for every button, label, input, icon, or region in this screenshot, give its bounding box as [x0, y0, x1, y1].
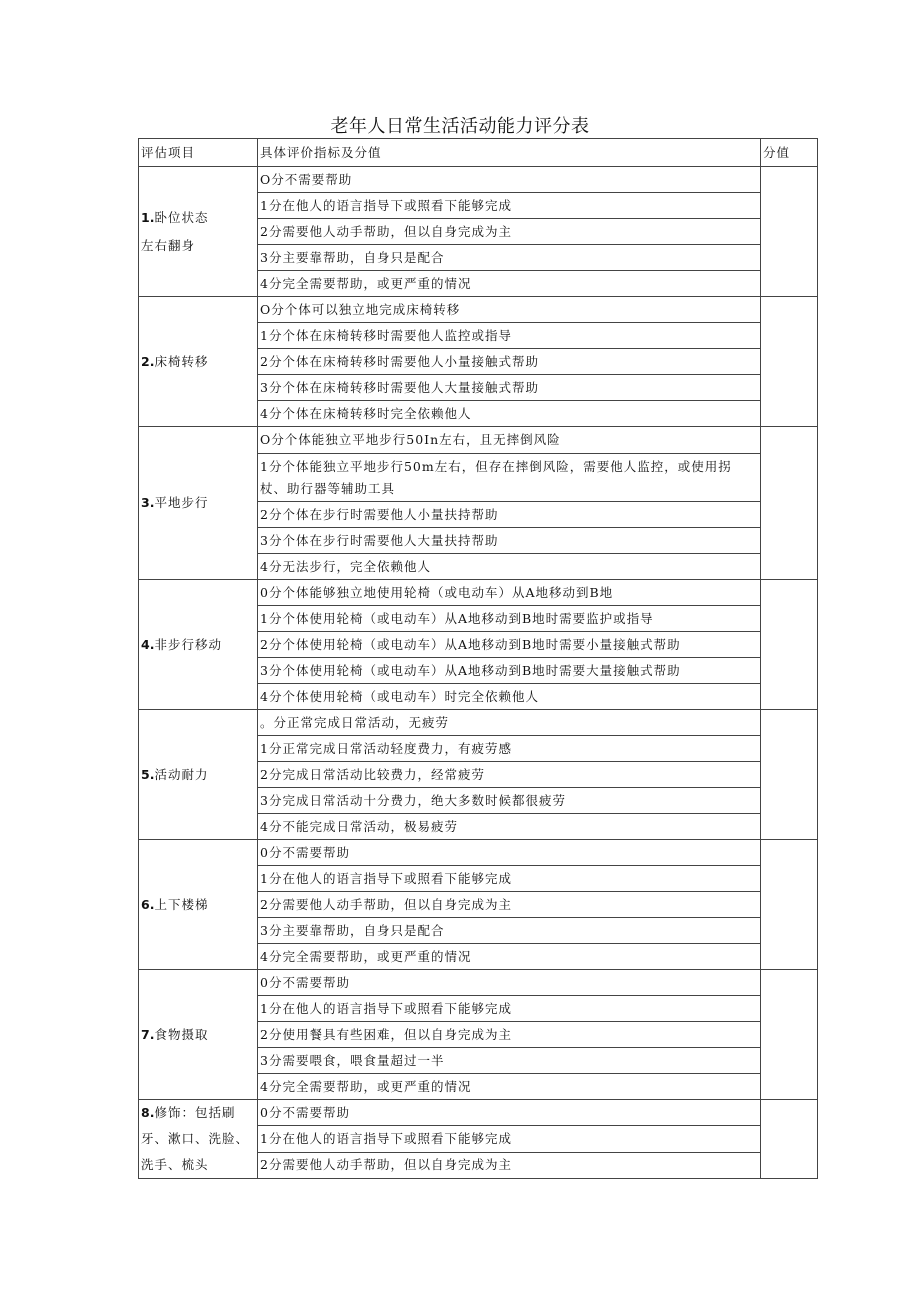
criteria-cell: 2分个体在床椅转移时需要他人小量接触式帮助 — [258, 349, 761, 375]
criteria-cell: 2分使用餐具有些困难，但以自身完成为主 — [258, 1022, 761, 1048]
item-number: 6. — [141, 896, 155, 912]
criteria-cell: 0分不需要帮助 — [258, 840, 761, 866]
item-number: 4. — [141, 636, 155, 652]
item-number: 5. — [141, 766, 155, 782]
table-row — [139, 297, 818, 323]
score-cell-6[interactable] — [761, 840, 818, 970]
item-number: 1. — [141, 209, 155, 225]
criteria-cell: 3分需要喂食，喂食量超过一半 — [258, 1048, 761, 1074]
item-cell-4 — [139, 580, 258, 710]
criteria-cell: 1分在他人的语言指导下或照看下能够完成 — [258, 193, 761, 219]
criteria-cell: 1分个体使用轮椅（或电动车）从A地移动到B地时需要监护或指导 — [258, 606, 761, 632]
criteria-cell: O分个体可以独立地完成床椅转移 — [258, 297, 761, 323]
criteria-cell: 4分不能完成日常活动，极易疲劳 — [258, 814, 761, 840]
item-name-line2: 左右翻身 — [141, 237, 196, 253]
criteria-cell: 2分需要他人动手帮助，但以自身完成为主 — [258, 892, 761, 918]
header-criteria: 具体评价指标及分值 — [258, 139, 761, 167]
item-number: 3. — [141, 495, 155, 510]
item-name: 平地步行 — [154, 495, 209, 510]
criteria-cell: 4分个体在床椅转移时完全依赖他人 — [258, 401, 761, 427]
criteria-cell: 3分完成日常活动十分费力，绝大多数时候都很疲劳 — [258, 788, 761, 814]
criteria-cell: 1分在他人的语言指导下或照看下能够完成 — [258, 996, 761, 1022]
item-name: 活动耐力 — [154, 766, 209, 782]
table-row — [139, 167, 818, 193]
table-row — [139, 710, 818, 736]
criteria-cell: 4分完全需要帮助，或更严重的情况 — [258, 944, 761, 970]
criteria-cell: 2分需要他人动手帮助，但以自身完成为主 — [258, 1152, 761, 1178]
item-cell-8 — [139, 1100, 258, 1179]
item-number: 8. — [141, 1105, 155, 1120]
score-cell-1[interactable] — [761, 167, 818, 297]
table-row — [139, 840, 818, 866]
item-cell-6 — [139, 840, 258, 970]
score-cell-4[interactable] — [761, 580, 818, 710]
criteria-cell: 1分个体在床椅转移时需要他人监控或指导 — [258, 323, 761, 349]
item-name: 上下楼梯 — [154, 896, 209, 912]
item-cell-7 — [139, 970, 258, 1100]
criteria-cell: 1分正常完成日常活动轻度费力，有疲劳感 — [258, 736, 761, 762]
score-table — [138, 138, 818, 1179]
table-row — [139, 1100, 818, 1126]
item-number: 2. — [141, 353, 155, 369]
criteria-cell: 。分正常完成日常活动，无疲劳 — [258, 710, 761, 736]
score-cell-2[interactable] — [761, 297, 818, 427]
item-name: 卧位状态 — [154, 209, 209, 225]
item-number: 7. — [141, 1026, 155, 1042]
score-cell-5[interactable] — [761, 710, 818, 840]
criteria-cell: 1分在他人的语言指导下或照看下能够完成 — [258, 866, 761, 892]
criteria-cell: 3分主要靠帮助，自身只是配合 — [258, 918, 761, 944]
criteria-cell: O分个体能独立平地步行50In左右，且无摔倒风险 — [258, 427, 761, 454]
score-cell-8[interactable] — [761, 1100, 818, 1179]
header-score: 分值 — [761, 139, 818, 167]
table-row — [139, 970, 818, 996]
criteria-cell: 3分个体在步行时需要他人大量扶持帮助 — [258, 528, 761, 554]
criteria-cell: 0分不需要帮助 — [258, 970, 761, 996]
page-title: 老年人日常生活活动能力评分表 — [330, 116, 590, 137]
header-item: 评估项目 — [139, 139, 258, 167]
criteria-cell: O分不需要帮助 — [258, 167, 761, 193]
criteria-cell: 0分不需要帮助 — [258, 1100, 761, 1126]
criteria-cell: 4分无法步行，完全依赖他人 — [258, 554, 761, 580]
criteria-cell: 3分个体使用轮椅（或电动车）从A地移动到B地时需要大量接触式帮助 — [258, 658, 761, 684]
item-cell-1 — [139, 167, 258, 297]
item-name: 修饰：包括刷牙、漱口、洗脸、洗手、梳头 — [141, 1105, 250, 1172]
table-row — [139, 580, 818, 606]
item-cell-5 — [139, 710, 258, 840]
criteria-cell: 2分个体在步行时需要他人小量扶持帮助 — [258, 502, 761, 528]
criteria-cell: 4分完全需要帮助，或更严重的情况 — [258, 271, 761, 297]
criteria-cell: 3分个体在床椅转移时需要他人大量接触式帮助 — [258, 375, 761, 401]
score-cell-3[interactable] — [761, 427, 818, 580]
criteria-cell: 1分个体能独立平地步行50m左右，但存在摔倒风险，需要他人监控，或使用拐杖、助行器等辅助工具 — [258, 454, 761, 502]
criteria-cell: 1分在他人的语言指导下或照看下能够完成 — [258, 1126, 761, 1152]
criteria-cell: 0分个体能够独立地使用轮椅（或电动车）从A地移动到B地 — [258, 580, 761, 606]
criteria-cell: 2分个体使用轮椅（或电动车）从A地移动到B地时需要小量接触式帮助 — [258, 632, 761, 658]
item-cell-2 — [139, 297, 258, 427]
criteria-cell: 2分完成日常活动比较费力，经常疲劳 — [258, 762, 761, 788]
table-row — [139, 427, 818, 454]
criteria-cell: 4分个体使用轮椅（或电动车）时完全依赖他人 — [258, 684, 761, 710]
header-row — [139, 139, 818, 167]
criteria-cell: 4分完全需要帮助，或更严重的情况 — [258, 1074, 761, 1100]
score-cell-7[interactable] — [761, 970, 818, 1100]
item-name: 食物摄取 — [154, 1026, 209, 1042]
item-name: 床椅转移 — [154, 353, 209, 369]
criteria-cell: 2分需要他人动手帮助，但以自身完成为主 — [258, 219, 761, 245]
item-cell-3 — [139, 427, 258, 580]
item-name: 非步行移动 — [154, 636, 222, 652]
criteria-cell: 3分主要靠帮助，自身只是配合 — [258, 245, 761, 271]
